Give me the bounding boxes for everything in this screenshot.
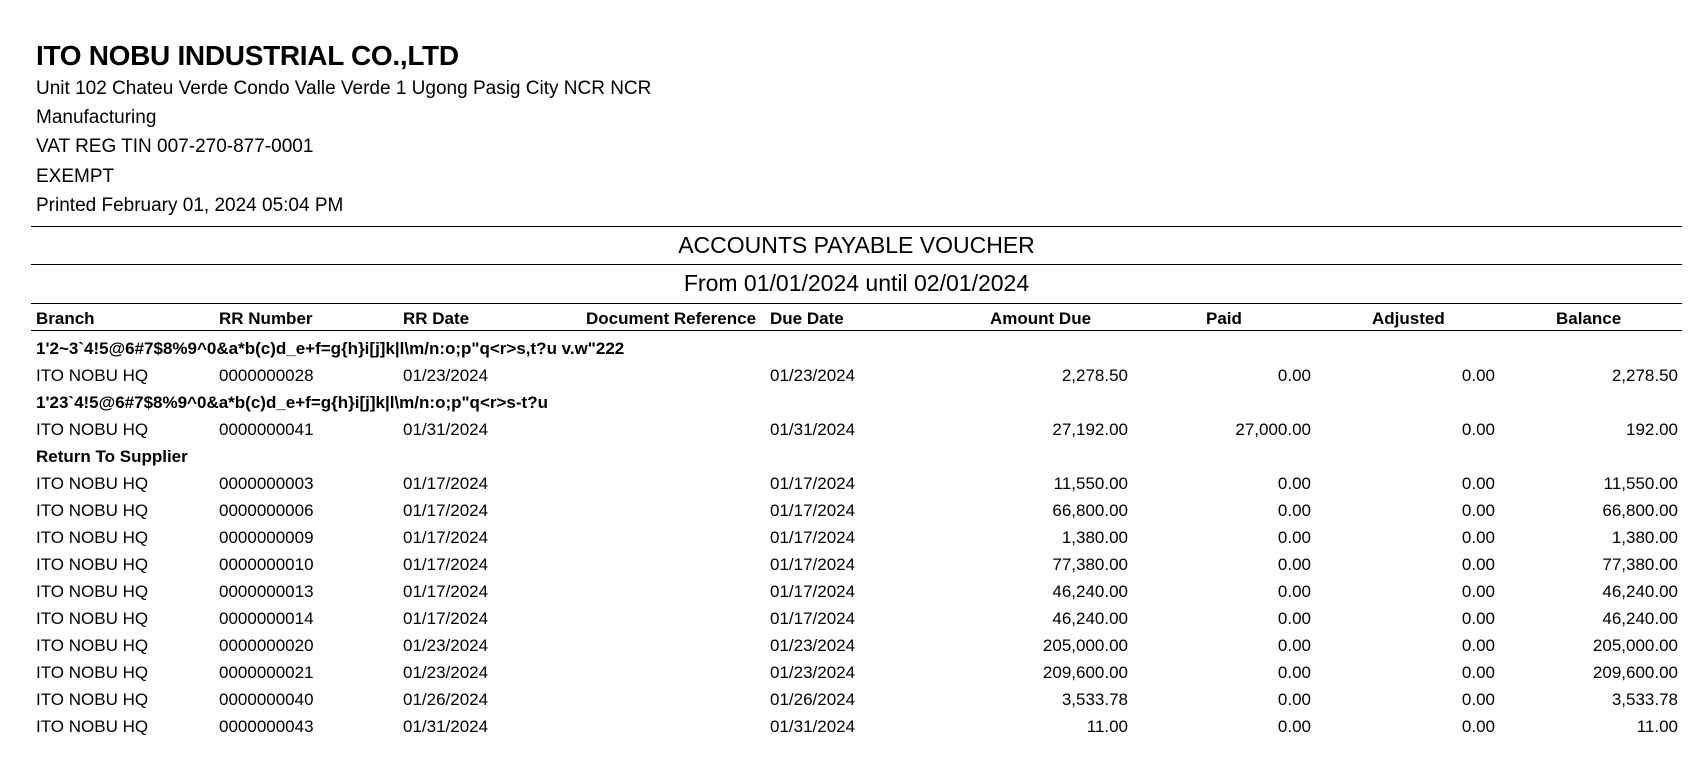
cell-amount-due: 46,240.00 [1052, 609, 1128, 628]
cell-adjusted: 0.00 [1461, 582, 1495, 601]
cell-due-date: 01/23/2024 [770, 636, 856, 655]
cell-rr-number: 0000000041 [219, 420, 314, 439]
group-row [0, 389, 1704, 416]
column-header-document-reference: Document Reference [586, 309, 757, 328]
cell-amount-due: 209,600.00 [1042, 663, 1128, 682]
table-row [0, 362, 1704, 389]
cell-rr-date: 01/31/2024 [403, 420, 489, 439]
cell-due-date: 01/23/2024 [770, 366, 856, 385]
column-header-adjusted: Adjusted [1372, 309, 1445, 328]
cell-rr-date: 01/17/2024 [403, 609, 489, 628]
cell-rr-number: 0000000010 [219, 555, 314, 574]
cell-rr-number: 0000000043 [219, 717, 314, 736]
cell-branch: ITO NOBU HQ [36, 609, 149, 628]
cell-rr-date: 01/17/2024 [403, 501, 489, 520]
cell-due-date: 01/17/2024 [770, 528, 856, 547]
cell-rr-number: 0000000003 [219, 474, 314, 493]
cell-rr-date: 01/17/2024 [403, 474, 489, 493]
group-label: Return To Supplier [36, 447, 188, 466]
cell-balance: 3,533.78 [1611, 690, 1678, 709]
column-header-rr-date: RR Date [403, 309, 470, 328]
cell-balance: 11.00 [1636, 717, 1678, 736]
cell-rr-number: 0000000040 [219, 690, 314, 709]
company-address: Unit 102 Chateu Verde Condo Valle Verde 1 Ugong Pasig City NCR NCR [36, 78, 652, 99]
group-row [0, 335, 1704, 362]
table-row [0, 713, 1704, 740]
table-row [0, 524, 1704, 551]
cell-rr-date: 01/26/2024 [403, 690, 489, 709]
column-header-rr-number: RR Number [219, 309, 313, 328]
cell-paid: 0.00 [1277, 582, 1311, 601]
table-row [0, 470, 1704, 497]
column-header-balance: Balance [1556, 309, 1622, 328]
cell-amount-due: 11,550.00 [1053, 474, 1128, 493]
cell-due-date: 01/31/2024 [770, 717, 856, 736]
table-row [0, 416, 1704, 443]
cell-rr-date: 01/17/2024 [403, 582, 489, 601]
cell-rr-number: 0000000021 [219, 663, 314, 682]
cell-rr-date: 01/31/2024 [403, 717, 489, 736]
cell-adjusted: 0.00 [1461, 501, 1495, 520]
printed-date: Printed February 01, 2024 05:04 PM [36, 195, 344, 216]
column-header-branch: Branch [36, 309, 95, 328]
table-row [0, 497, 1704, 524]
cell-adjusted: 0.00 [1461, 528, 1495, 547]
voucher-table-body [0, 335, 1704, 740]
cell-amount-due: 66,800.00 [1052, 501, 1128, 520]
table-row [0, 632, 1704, 659]
cell-paid: 0.00 [1277, 501, 1311, 520]
cell-branch: ITO NOBU HQ [36, 474, 149, 493]
vat-status: EXEMPT [36, 166, 115, 187]
cell-rr-date: 01/23/2024 [403, 636, 489, 655]
cell-paid: 0.00 [1277, 609, 1311, 628]
cell-due-date: 01/17/2024 [770, 555, 856, 574]
cell-paid: 27,000.00 [1235, 420, 1311, 439]
vat-tin: VAT REG TIN 007-270-877-0001 [36, 136, 314, 157]
table-row [0, 659, 1704, 686]
cell-amount-due: 3,533.78 [1061, 690, 1128, 709]
cell-balance: 66,800.00 [1602, 501, 1678, 520]
cell-balance: 209,600.00 [1592, 663, 1678, 682]
cell-branch: ITO NOBU HQ [36, 366, 149, 385]
cell-adjusted: 0.00 [1461, 663, 1495, 682]
cell-adjusted: 0.00 [1461, 420, 1495, 439]
cell-due-date: 01/17/2024 [770, 582, 856, 601]
cell-branch: ITO NOBU HQ [36, 663, 149, 682]
cell-due-date: 01/17/2024 [770, 474, 856, 493]
cell-paid: 0.00 [1277, 690, 1311, 709]
table-row [0, 551, 1704, 578]
group-row [0, 443, 1704, 470]
cell-branch: ITO NOBU HQ [36, 501, 149, 520]
cell-branch: ITO NOBU HQ [36, 690, 149, 709]
cell-amount-due: 77,380.00 [1052, 555, 1128, 574]
cell-amount-due: 1,380.00 [1061, 528, 1128, 547]
cell-adjusted: 0.00 [1461, 555, 1495, 574]
cell-branch: ITO NOBU HQ [36, 528, 149, 547]
cell-rr-number: 0000000009 [219, 528, 314, 547]
cell-paid: 0.00 [1277, 717, 1311, 736]
cell-balance: 77,380.00 [1602, 555, 1678, 574]
group-label: 1'23`4!5@6#7$8%9^0&a*b(c)d_e+f=g{h}i[j]k|l\m/n:o;p"q<r>s-t?u [36, 393, 548, 412]
cell-adjusted: 0.00 [1461, 717, 1495, 736]
cell-adjusted: 0.00 [1461, 690, 1495, 709]
cell-balance: 1,380.00 [1611, 528, 1678, 547]
cell-rr-number: 0000000013 [219, 582, 314, 601]
cell-paid: 0.00 [1277, 474, 1311, 493]
cell-branch: ITO NOBU HQ [36, 420, 149, 439]
cell-paid: 0.00 [1277, 636, 1311, 655]
cell-balance: 192.00 [1626, 420, 1678, 439]
cell-adjusted: 0.00 [1461, 366, 1495, 385]
cell-paid: 0.00 [1277, 555, 1311, 574]
cell-balance: 2,278.50 [1611, 366, 1678, 385]
divider [31, 264, 1682, 265]
cell-branch: ITO NOBU HQ [36, 636, 149, 655]
company-name: ITO NOBU INDUSTRIAL CO.,LTD [36, 40, 459, 71]
cell-rr-number: 0000000028 [219, 366, 314, 385]
cell-adjusted: 0.00 [1461, 609, 1495, 628]
group-label: 1'2~3`4!5@6#7$8%9^0&a*b(c)d_e+f=g{h}i[j]k|l\m/n:o;p"q<r>s,t?u v.w"222 [36, 339, 625, 358]
cell-rr-number: 0000000006 [219, 501, 314, 520]
cell-branch: ITO NOBU HQ [36, 717, 149, 736]
table-row [0, 605, 1704, 632]
cell-rr-date: 01/23/2024 [403, 663, 489, 682]
cell-paid: 0.00 [1277, 528, 1311, 547]
cell-amount-due: 2,278.50 [1061, 366, 1128, 385]
divider [31, 330, 1682, 331]
cell-balance: 46,240.00 [1602, 582, 1678, 601]
table-row [0, 578, 1704, 605]
cell-due-date: 01/17/2024 [770, 609, 856, 628]
report-title: ACCOUNTS PAYABLE VOUCHER [678, 232, 1035, 258]
cell-rr-date: 01/17/2024 [403, 528, 489, 547]
company-industry: Manufacturing [36, 107, 157, 128]
cell-amount-due: 11.00 [1086, 717, 1128, 736]
cell-rr-number: 0000000014 [219, 609, 314, 628]
column-header-paid: Paid [1206, 309, 1242, 328]
cell-amount-due: 205,000.00 [1042, 636, 1128, 655]
cell-paid: 0.00 [1277, 366, 1311, 385]
cell-balance: 205,000.00 [1592, 636, 1678, 655]
cell-due-date: 01/26/2024 [770, 690, 856, 709]
cell-due-date: 01/17/2024 [770, 501, 856, 520]
cell-rr-number: 0000000020 [219, 636, 314, 655]
cell-rr-date: 01/17/2024 [403, 555, 489, 574]
cell-paid: 0.00 [1277, 663, 1311, 682]
cell-rr-date: 01/23/2024 [403, 366, 489, 385]
cell-amount-due: 46,240.00 [1052, 582, 1128, 601]
cell-adjusted: 0.00 [1461, 474, 1495, 493]
report-period: From 01/01/2024 until 02/01/2024 [683, 270, 1030, 296]
cell-due-date: 01/23/2024 [770, 663, 856, 682]
column-header-amount-due: Amount Due [990, 309, 1092, 328]
cell-due-date: 01/31/2024 [770, 420, 856, 439]
cell-branch: ITO NOBU HQ [36, 555, 149, 574]
column-header-due-date: Due Date [770, 309, 844, 328]
cell-branch: ITO NOBU HQ [36, 582, 149, 601]
divider [31, 303, 1682, 304]
cell-adjusted: 0.00 [1461, 636, 1495, 655]
cell-amount-due: 27,192.00 [1052, 420, 1128, 439]
cell-balance: 11,550.00 [1603, 474, 1678, 493]
cell-balance: 46,240.00 [1602, 609, 1678, 628]
table-row [0, 686, 1704, 713]
divider [31, 226, 1682, 227]
